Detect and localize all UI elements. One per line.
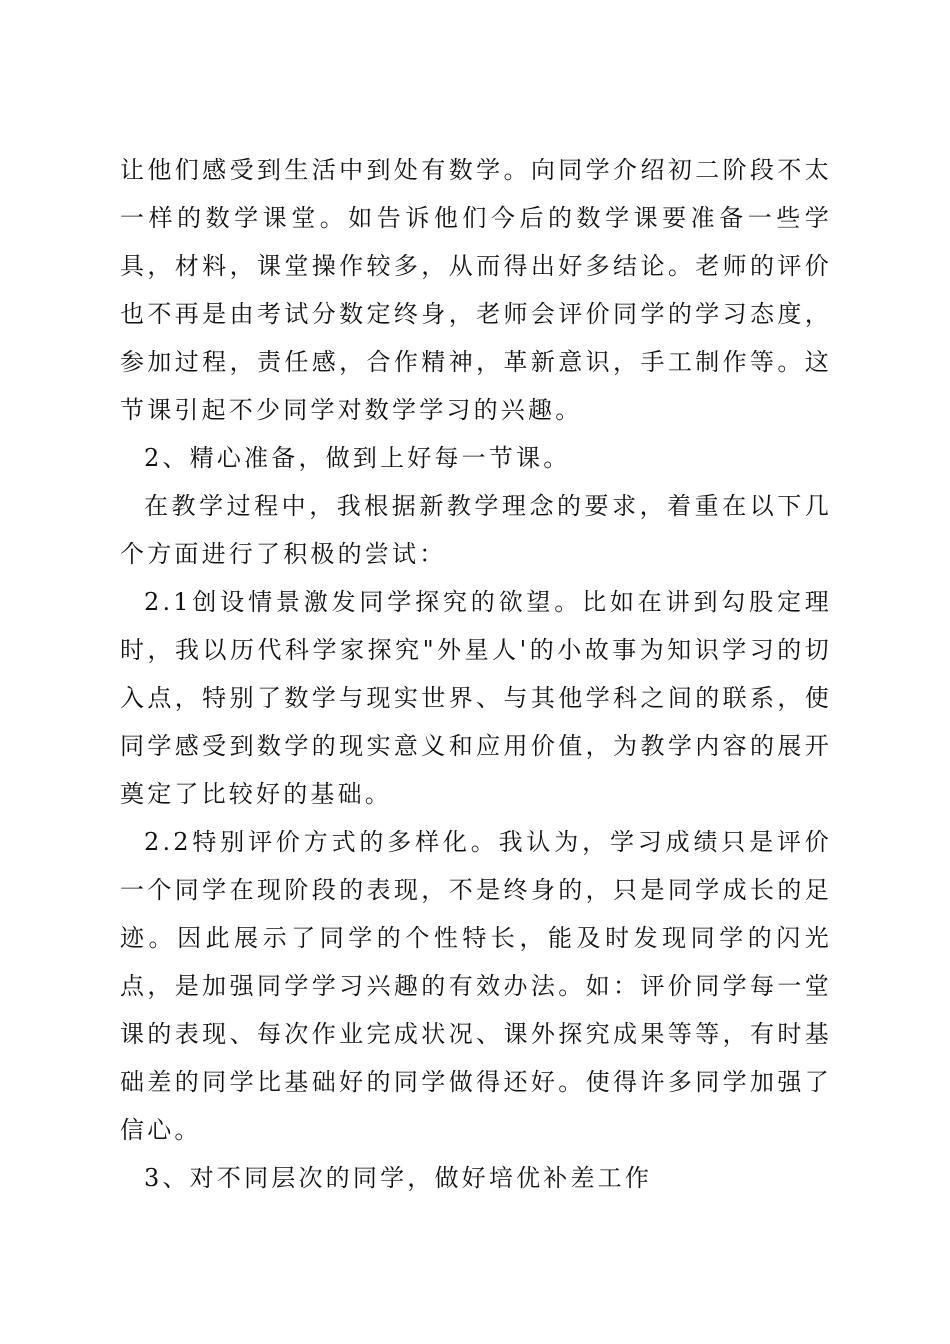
paragraph-continuation: 让他们感受到生活中到处有数学。向同学介绍初二阶段不太一样的数学课堂。如告诉他们今后的数学课要准备一些学具，材料，课堂操作较多，从而得出好多结论。老师的评价也不再是由考试分数定终身，老师会评价同学的学习态度，参加过程，责任感，合作精神，革新意识，手工制作等。这节课引起不少同学对数学学习的兴趣。 xyxy=(120,156,832,424)
section-heading-2: 2、精心准备，做到上好每一节课。 xyxy=(144,444,571,472)
paragraph-2-2: 2.2特别评价方式的多样化。我认为，学习成绩只是评价一个同学在现阶段的表现，不是终身的，只是同学成长的足迹。因此展示了同学的个性特长，能及时发现同学的闪光点，是加强同学学习兴趣的有效办法。如：评价同学每一堂课的表现、每次作业完成状况、课外探究成果等等，有时基础差的同学比基础好的同学做得还好。使得许多同学加强了信心。 xyxy=(120,828,832,1144)
paragraph-intro: 在教学过程中，我根据新教学理念的要求，着重在以下几个方面进行了积极的尝试： xyxy=(120,492,832,568)
document-body xyxy=(120,146,832,1202)
section-heading-3: 3、对不同层次的同学，做好培优补差工作 xyxy=(144,1164,653,1192)
paragraph-2-1: 2.1创设情景激发同学探究的欲望。比如在讲到勾股定理时，我以历代科学家探究"外星人'的小故事为知识学习的切入点，特别了数学与现实世界、与其他学科之间的联系，使同学感受到数学的现实意义和应用价值，为教学内容的展开奠定了比较好的基础。 xyxy=(120,588,832,808)
